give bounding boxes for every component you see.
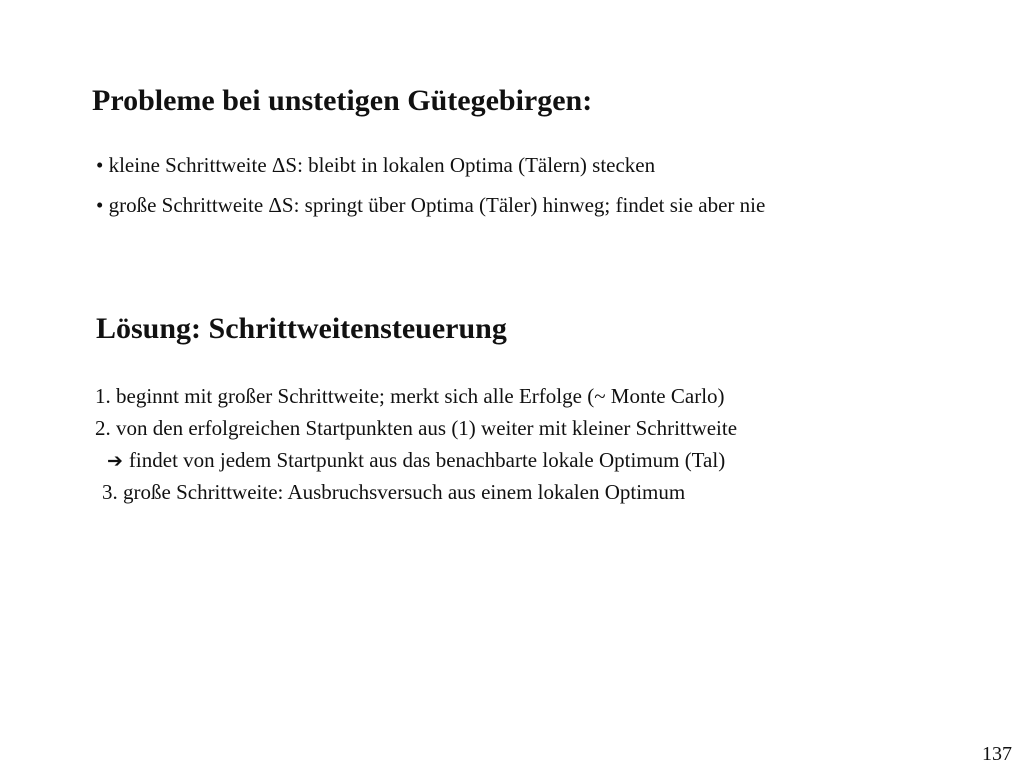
page-number: 137 <box>982 743 1012 765</box>
step-1: 1. beginnt mit großer Schrittweite; merkt sich alle Erfolge (~ Monte Carlo) <box>95 384 725 408</box>
section-title-probleme: Probleme bei unstetigen Gütegebirgen: <box>92 84 593 117</box>
step-3: 3. große Schrittweite: Ausbruchsversuch aus einem lokalen Optimum <box>102 480 686 504</box>
right-arrow-icon: ➔ <box>107 450 123 472</box>
bullet-small-step: • kleine Schrittweite ΔS: bleibt in lokalen Optima (Tälern) stecken <box>96 153 656 177</box>
step-2-result <box>107 450 725 471</box>
step-2: 2. von den erfolgreichen Startpunkten aus (1) weiter mit kleiner Schrittweite <box>95 416 738 440</box>
bullet-large-step: • große Schrittweite ΔS: springt über Optima (Täler) hinweg; findet sie aber nie <box>96 193 766 217</box>
step-2-result-text: findet von jedem Startpunkt aus das benachbarte lokale Optimum (Tal) <box>128 448 726 472</box>
section-title-loesung: Lösung: Schrittweitensteuerung <box>96 312 507 345</box>
